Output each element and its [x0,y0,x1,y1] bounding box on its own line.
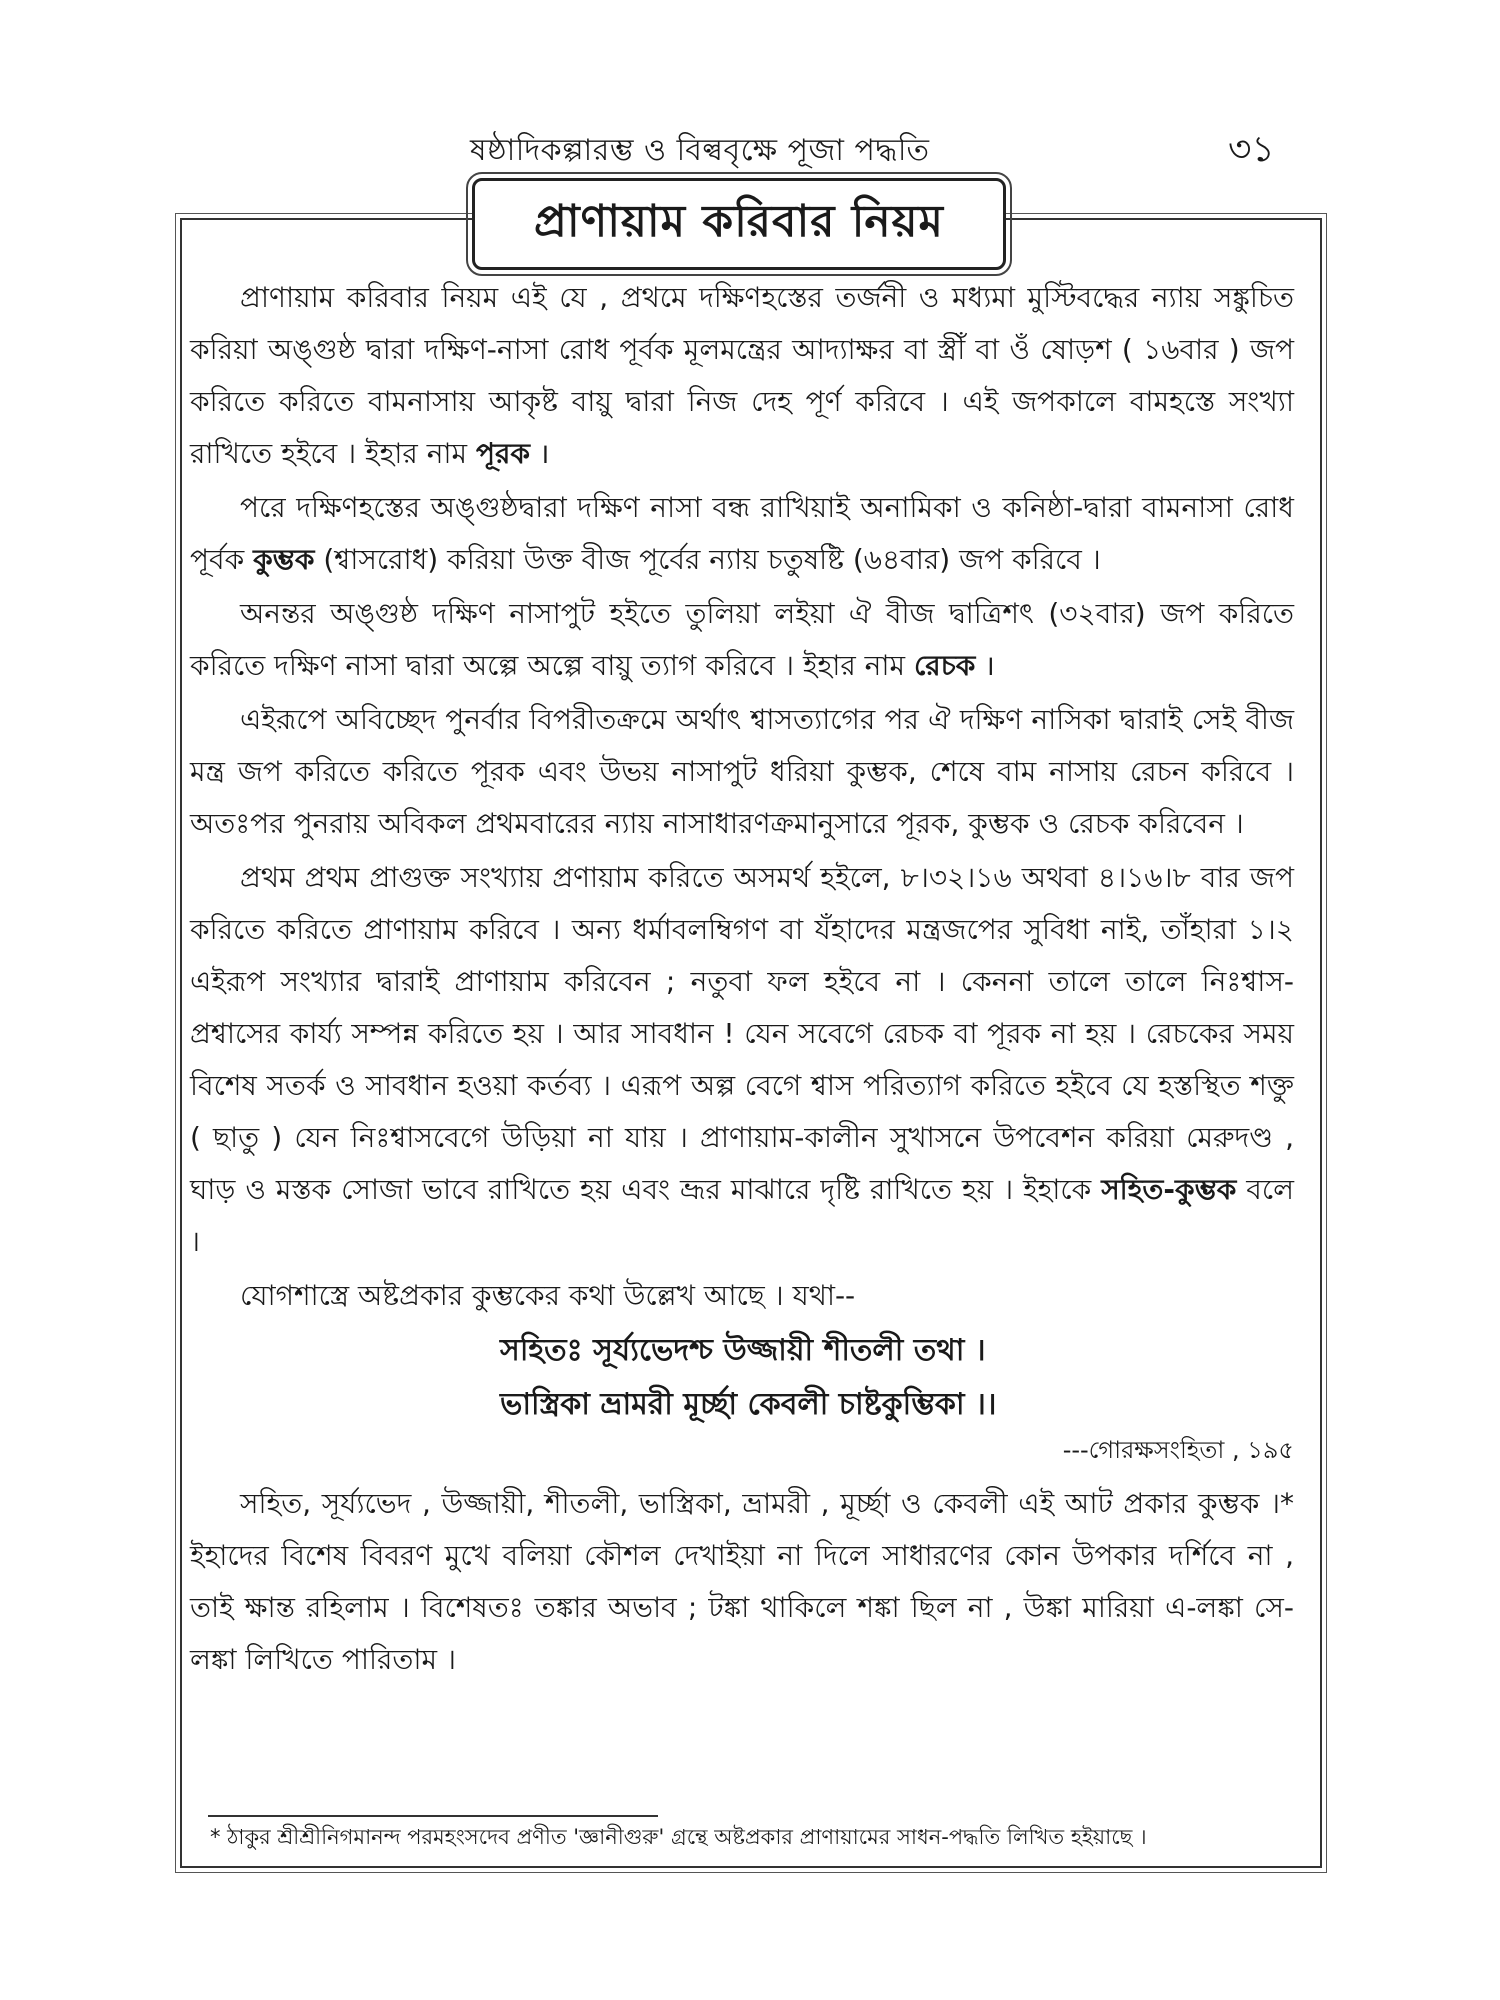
paragraph-tail: বলে । [190,1173,1294,1258]
paragraph-rechaka [190,588,1294,692]
paragraph-text: পরে দক্ষিণহস্তের অঙ্গুষ্ঠদ্বারা দক্ষিণ নাসা বন্ধ রাখিয়াই অনামিকা ও কনিষ্ঠা-দ্বারা বামনাসা রোধ পূর্বক [190,491,1294,576]
paragraph-counts [190,852,1294,1268]
paragraph-reverse-cycle [190,694,1294,850]
paragraph-text: প্রথম প্রথম প্রাগুক্ত সংখ্যায় প্রণায়াম করিতে অসমর্থ হইলে, ৮।৩২।১৬ অথবা ৪।১৬।৮ বার জপ করিতে করিতে প্রাণায়াম করিবে । অন্য ধর্মাবলম্বিগণ বা যঁহাদের মন্ত্রজপের সুবিধা নাই, তাঁহারা ১।২ এইরূপ সংখ্যার দ্বারাই প্রাণায়াম করিবেন ; নতুবা ফল হইবে না । কেননা তালে তালে নিঃশ্বাস-প্রশ্বাসের কার্য্য সম্পন্ন করিতে হয় । আর সাবধান ! যেন সবেগে রেচক বা পূরক না হয় । রেচকের সময় বিশেষ সতর্ক ও সাবধান হওয়া কর্তব্য । এরূপ অল্প বেগে শ্বাস পরিত্যাগ করিতে হইবে যে হস্তস্থিত শক্তু ( ছাতু ) যেন নিঃশ্বাসবেগে উড়িয়া না যায় । প্রাণায়াম-কালীন সুখাসনে উপবেশন করিয়া মেরুদণ্ড , ঘাড় ও মস্তক সোজা ভাবে রাখিতে হয় এবং ভ্রূর মাঝারে দৃষ্টি রাখিতে হয় । ইহাকে [190,861,1294,1206]
paragraph-eight-kumbhakas [190,1478,1294,1686]
paragraph-text: প্রাণায়াম করিবার নিয়ম এই যে , প্রথমে দক্ষিণহস্তের তর্জনী ও মধ্যমা মুস্টিবদ্ধের ন্যায় সঙ্কুচিত করিয়া অঙ্গুষ্ঠ দ্বারা দক্ষিণ-নাসা রোধ পূর্বক মূলমন্ত্রের আদ্যাক্ষর বা স্ত্রীঁ বা ওঁ ষোড়শ ( ১৬বার ) জপ করিতে করিতে বামনাসায় আকৃষ্ট বায়ু দ্বারা নিজ দেহ পূর্ণ করিবে । এই জপকালে বামহস্তে সংখ্যা রাখিতে হইবে । ইহার নাম [190,281,1294,470]
term-puraka: পূরক [475,437,530,470]
page-content [190,272,1294,1688]
verse-citation: ---গোরক্ষসংহিতা , ১৯৫ [1062,1436,1294,1464]
running-title: ষষ্ঠাদিকল্পারম্ভ ও বিল্ববৃক্ষে পূজা পদ্ধতি [470,133,930,168]
verse-line-2: ভাস্ত্রিকা ভ্রামরী মূর্চ্ছা কেবলী চাষ্টকুম্ভিকা ।। [500,1387,997,1422]
paragraph-puraka [190,272,1294,480]
section-title: প্রাণায়াম করিবার নিয়ম [534,195,944,247]
paragraph-kumbhaka [190,482,1294,586]
term-rechaka: রেচক [913,649,976,682]
paragraph-tail: । [529,437,550,470]
running-header [0,118,1500,168]
paragraph-text: যোগশাস্ত্রে অষ্টপ্রকার কুম্ভকের কথা উল্লেখ আছে । যথা-- [240,1279,856,1312]
term-kumbhaka: কুম্ভক [253,543,315,576]
paragraph-text: সহিত, সূর্য্যভেদ , উজ্জায়ী, শীতলী, ভাস্ত্রিকা, ভ্রামরী , মূর্চ্ছা ও কেবলী এই আট প্রকার কুম্ভক ।* ইহাদের বিশেষ বিবরণ মুখে বলিয়া কৌশল দেখাইয়া না দিলে সাধারণের কোন উপকার দর্শিবে না , তাই ক্ষান্ত রহিলাম । বিশেষতঃ তঙ্কার অভাব ; টঙ্কা থাকিলে শঙ্কা ছিল না , উঙ্কা মারিয়া এ-লঙ্কা সে-লঙ্কা লিখিতে পারিতাম । [190,1487,1294,1676]
paragraph-tail: (শ্বাসরোধ) করিয়া উক্ত বীজ পূর্বের ন্যায় চতুষষ্টি (৬৪বার) জপ করিবে । [314,543,1101,576]
paragraph-text: অনন্তর অঙ্গুষ্ঠ দক্ষিণ নাসাপুট হইতে তুলিয়া লইয়া ঐ বীজ দ্বাত্রিশৎ (৩২বার) জপ করিতে করিতে দক্ষিণ নাসা দ্বারা অল্পে অল্পে বায়ু ত্যাগ করিবে । ইহার নাম [190,597,1294,682]
paragraph-text: এইরূপে অবিচ্ছেদ পুনর্বার বিপরীতক্রমে অর্থাৎ শ্বাসত্যাগের পর ঐ দক্ষিণ নাসিকা দ্বারাই সেই বীজ মন্ত্র জপ করিতে করিতে পূরক এবং উভয় নাসাপুট ধরিয়া কুম্ভক, শেষে বাম নাসায় রেচন করিবে । অতঃপর পুনরায় অবিকল প্রথমবারের ন্যায় নাসাধারণক্রমানুসারে পূরক, কুম্ভক ও রেচক করিবেন । [190,703,1294,840]
section-title-box [472,178,1006,270]
verse-line-1: সহিতঃ সূর্য্যভেদশ্চ উজ্জায়ী শীতলী তথা । [500,1333,986,1368]
footnote-divider [208,1815,658,1817]
paragraph-yoga-shastra [190,1270,1294,1322]
footnote: * ঠাকুর শ্রীশ্রীনিগমানন্দ পরমহংসদেব প্রণীত 'জ্ঞানীগুরু' গ্রন্থে অষ্টপ্রকার প্রাণায়ামের সাধন-পদ্ধতি লিখিত হইয়াছে । [210,1825,1147,1849]
paragraph-tail: । [975,649,995,682]
term-sahita-kumbhaka: সহিত-কুম্ভক [1101,1173,1237,1206]
page-number: ৩১ [1228,129,1275,170]
